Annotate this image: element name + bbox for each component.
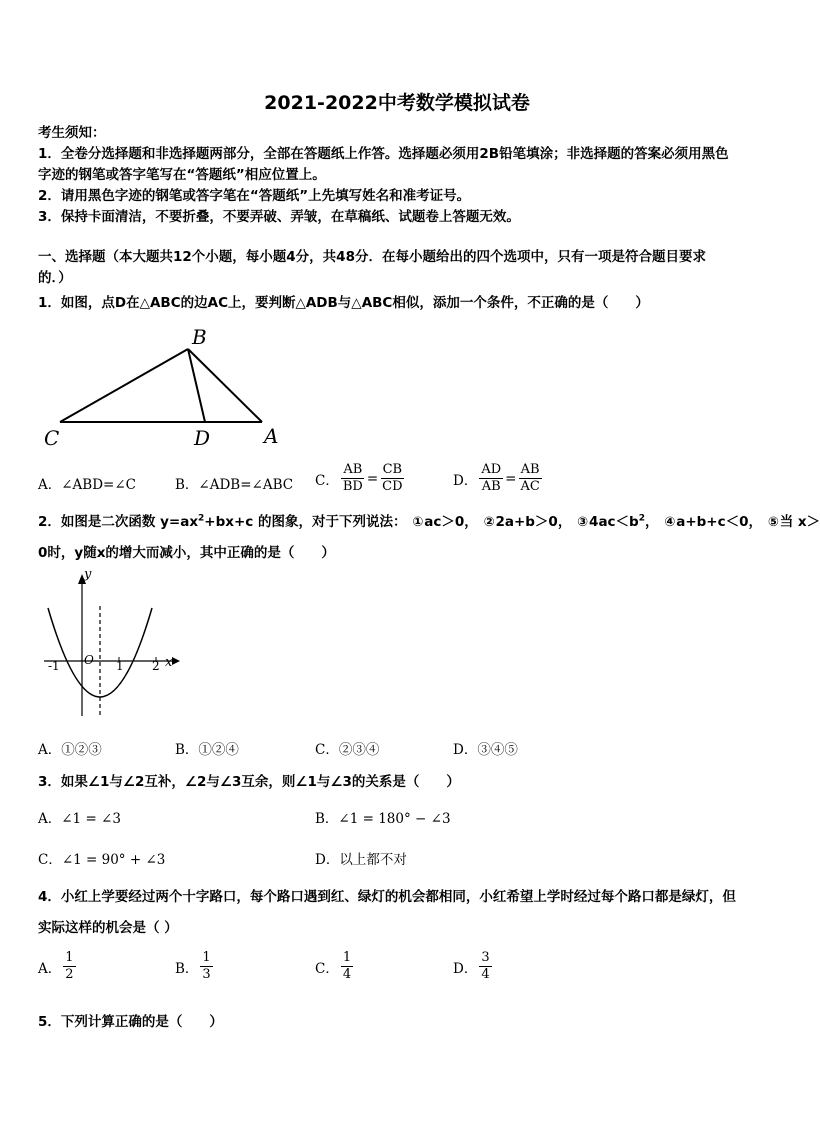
q1-option-c-frac-1: $\frac{AB}{BD}$ bbox=[342, 462, 363, 494]
q4-option-d-frac: $\frac{3}{4}$ bbox=[481, 950, 490, 982]
notice-line-3: 2．请用黑色字迹的钢笔或答字笔在“答题纸”上先填写姓名和准考证号。 bbox=[38, 188, 471, 204]
equals-sign: = bbox=[366, 470, 379, 487]
q2-stem-line-2: 0时，y随x的增大而减小，其中正确的是（ ） bbox=[38, 545, 335, 561]
section-heading-line-1: 一、选择题（本大题共12个小题，每小题4分，共48分．在每小题给出的四个选项中，只有一项是符合题目要求 bbox=[38, 249, 706, 265]
section-heading-line-2: 的．） bbox=[38, 270, 72, 286]
q2-option-a: A．①②③ bbox=[38, 742, 102, 758]
label-b: B bbox=[192, 325, 207, 349]
q4-option-c-frac: $\frac{1}{4}$ bbox=[342, 950, 352, 982]
label-a: A bbox=[264, 424, 279, 448]
q1-option-d-frac-1: $\frac{AD}{AB}$ bbox=[481, 462, 502, 494]
page-title: 2021-2022中考数学模拟试卷 bbox=[264, 92, 530, 114]
q2-stem-line-1: 2．如图是二次函数 $y=ax^2+bx+c$ 的图象，对于下列说法： ①ac＞0， ②2a+b＞0， $③4ac<b^2$， ④a+b+c＜0， ⑤当 x＞ bbox=[38, 513, 820, 530]
q2-parabola-graph bbox=[36, 566, 186, 726]
label-d: D bbox=[194, 426, 211, 450]
circle-4-icon: ④ bbox=[664, 514, 676, 530]
q1-option-c-frac-2: $\frac{CB}{CD}$ bbox=[382, 462, 403, 494]
q3-option-c: C．∠1 = 90° + ∠3 bbox=[38, 852, 166, 868]
q1-option-d-label: D． bbox=[453, 472, 478, 489]
segment-cb bbox=[60, 349, 188, 422]
q1-option-d bbox=[453, 462, 544, 495]
q1-option-d-frac-2: $\frac{AB}{AC}$ bbox=[520, 462, 540, 494]
q2-option-d: D．③④⑤ bbox=[453, 742, 518, 758]
q1-stem: 1．如图，点D在△ABC的边AC上，要判断△ADB与△ABC相似，添加一个条件，不正确的是（ ） bbox=[38, 295, 649, 311]
q4-option-b: B． $\frac{1}{3}$ bbox=[175, 950, 211, 982]
label-one: 1 bbox=[116, 659, 124, 673]
q4-stem-line-2: 实际这样的机会是（ ） bbox=[38, 920, 178, 936]
label-two: 2 bbox=[152, 659, 160, 673]
segment-ba bbox=[188, 349, 262, 422]
q3-option-b: B．∠1 = 180° − ∠3 bbox=[315, 811, 451, 827]
q4-option-b-frac: $\frac{1}{3}$ bbox=[202, 950, 211, 982]
q4-option-a-frac: $\frac{1}{2}$ bbox=[65, 950, 74, 982]
notice-heading: 考生须知： bbox=[38, 125, 106, 141]
q1-option-a: A．∠ABD=∠C bbox=[38, 477, 137, 493]
q4-option-a: A． $\frac{1}{2}$ bbox=[38, 950, 74, 982]
notice-line-1: 1．全卷分选择题和非选择题两部分，全部在答题纸上作答。选择题必须用2B铅笔填涂；非选择题的答案必须用黑色 bbox=[38, 146, 729, 162]
q1-option-b: B．∠ADB=∠ABC bbox=[175, 477, 294, 493]
circle-3-icon: ③ bbox=[577, 514, 589, 530]
q2-option-c: C．②③④ bbox=[315, 742, 380, 758]
circle-2-icon: ② bbox=[483, 514, 495, 530]
notice-line-2: 字迹的钢笔或答字笔写在“答题纸”相应位置上。 bbox=[38, 167, 326, 183]
q4-option-d: D． $\frac{3}{4}$ bbox=[453, 950, 490, 982]
q3-option-a: A．∠1 = ∠3 bbox=[38, 811, 121, 827]
q5-stem: 5．下列计算正确的是（ ） bbox=[38, 1014, 223, 1030]
x-axis-arrow-icon bbox=[172, 657, 180, 665]
q3-stem: 3．如果∠1与∠2互补，∠2与∠3互余，则∠1与∠3的关系是（ ） bbox=[38, 774, 460, 790]
circle-1-icon: ① bbox=[412, 514, 424, 530]
q3-option-d: D．以上都不对 bbox=[315, 852, 407, 868]
q4-option-c: C． $\frac{1}{4}$ bbox=[315, 950, 352, 982]
circle-5-icon: ⑤ bbox=[767, 514, 779, 530]
label-c: C bbox=[44, 426, 60, 450]
label-x: x bbox=[165, 655, 173, 670]
q1-option-c-label: C． bbox=[315, 472, 339, 489]
segment-bd bbox=[188, 349, 205, 422]
label-y: y bbox=[84, 567, 92, 582]
q2-option-b: B．①②④ bbox=[175, 742, 239, 758]
q1-triangle-lines bbox=[60, 349, 262, 422]
notice-line-4: 3．保持卡面清洁，不要折叠，不要弄破、弄皱，在草稿纸、试题卷上答题无效。 bbox=[38, 209, 520, 225]
q1-triangle-figure bbox=[40, 322, 290, 452]
equals-sign: = bbox=[505, 470, 517, 487]
q4-stem-line-1: 4．小红上学要经过两个十字路口，每个路口遇到红、绿灯的机会都相同，小红希望上学时经过每个路口都是绿灯，但 bbox=[38, 889, 736, 905]
label-minus-one: -1 bbox=[48, 659, 60, 673]
label-origin: O bbox=[84, 653, 94, 667]
q1-option-c bbox=[315, 462, 407, 495]
